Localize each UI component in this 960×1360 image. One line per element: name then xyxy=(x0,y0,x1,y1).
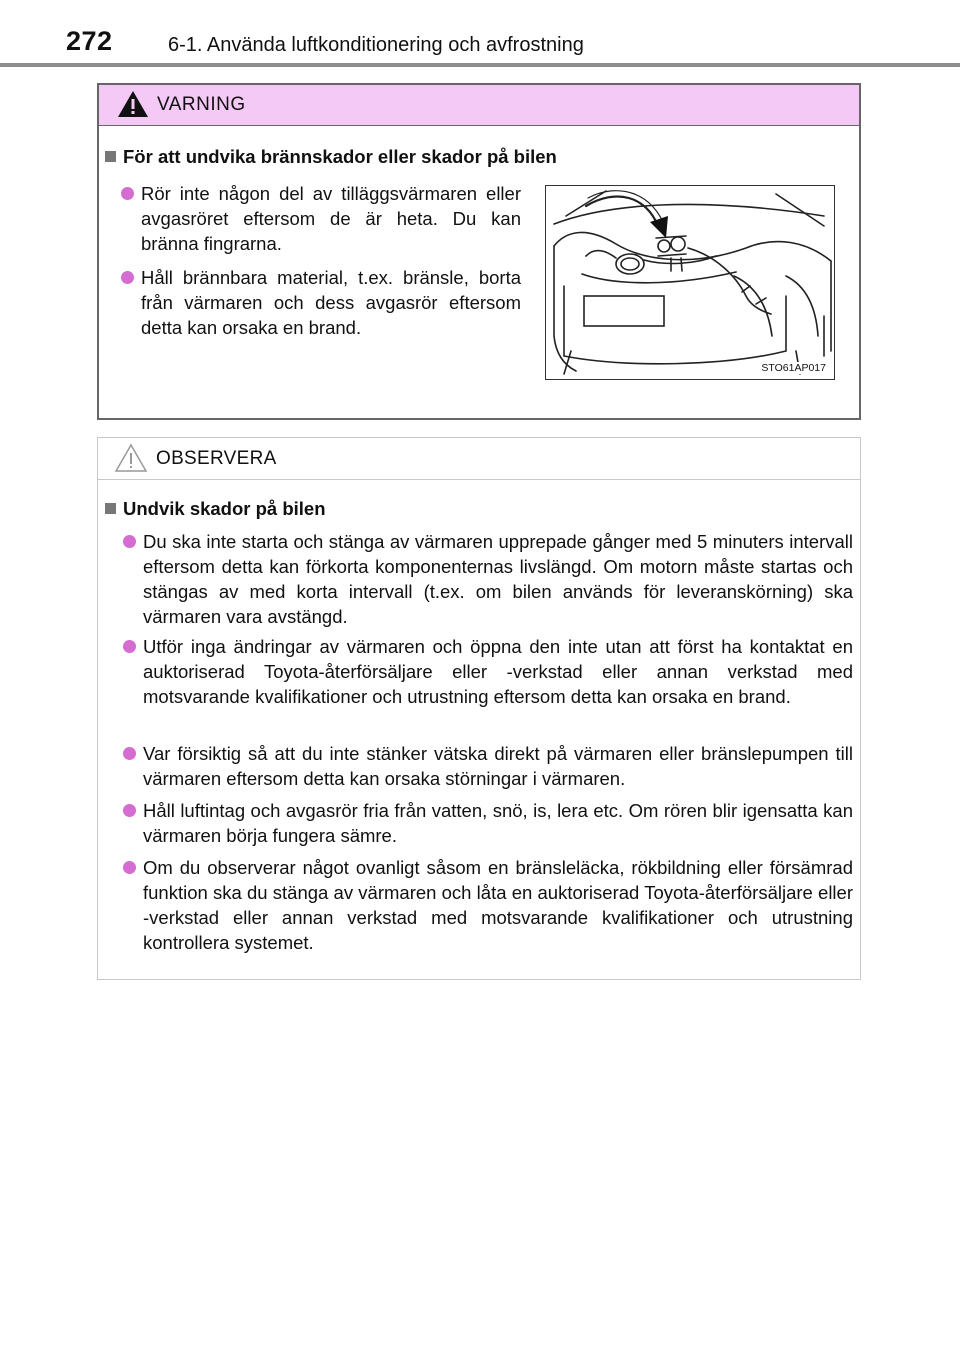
warning-header xyxy=(99,85,859,126)
bullet-dot-icon xyxy=(123,640,136,653)
header-rule xyxy=(0,63,960,67)
bullet-dot-icon xyxy=(121,187,134,200)
notice-bullet: Var försiktig så att du inte stänker vätska direkt på värmaren eller bränslepumpen till värmaren eftersom detta kan orsaka störningar i värmaren. xyxy=(143,741,853,791)
square-bullet-icon xyxy=(105,151,116,162)
illustration-code: STO61AP017 xyxy=(761,362,826,374)
warning-bullet: Håll brännbara material, t.ex. bränsle, borta från värmaren och dess avgasrör eftersom detta kan orsaka en brand. xyxy=(141,265,521,340)
bullet-dot-icon xyxy=(121,271,134,284)
warning-label: VARNING xyxy=(157,94,246,115)
notice-bullet: Utför inga ändringar av värmaren och öppna den inte utan att först ha kontaktat en auktoriserad Toyota-återförsäljare eller -verkstad eller annan verkstad med motsvarande kvalifikationer och utrustning eftersom detta kan orsaka en brand. xyxy=(143,634,853,709)
car-front-drawing xyxy=(546,186,834,379)
warning-bullet: Rör inte någon del av tilläggsvärmaren eller avgasröret eftersom de är heta. Du kan bränna fingrarna. xyxy=(141,181,521,256)
bullet-dot-icon xyxy=(123,747,136,760)
notice-subheading: Undvik skador på bilen xyxy=(105,498,326,520)
square-bullet-icon xyxy=(105,503,116,514)
section-title: 6-1. Använda luftkonditionering och avfrostning xyxy=(168,34,584,56)
bullet-dot-icon xyxy=(123,861,136,874)
notice-label: OBSERVERA xyxy=(156,448,277,469)
notice-header xyxy=(98,438,860,480)
caution-triangle-icon xyxy=(114,443,148,473)
bullet-dot-icon xyxy=(123,535,136,548)
heater-illustration xyxy=(545,185,835,380)
warning-triangle-icon xyxy=(117,90,149,118)
notice-bullet: Håll luftintag och avgasrör fria från vatten, snö, is, lera etc. Om rören blir igensatta kan värmaren börja fungera sämre. xyxy=(143,798,853,848)
page-number: 272 xyxy=(66,26,113,56)
warning-subheading: För att undvika brännskador eller skador på bilen xyxy=(105,146,557,168)
bullet-dot-icon xyxy=(123,804,136,817)
notice-bullet: Du ska inte starta och stänga av värmaren upprepade gånger med 5 minuters intervall eftersom detta kan förkorta komponenternas livslängd. Om motorn måste startas och stängas av med korta intervall (t.ex. om bilen används för leveranskörning) ska värmaren vara avstängd. xyxy=(143,529,853,629)
notice-bullet: Om du observerar något ovanligt såsom en bränsleläcka, rökbildning eller försämrad funktion ska du stänga av värmaren och låta en auktoriserad Toyota-återförsäljare eller -verkstad eller annan verkstad med motsvarande kvalifikationer och utrustning kontrollera systemet. xyxy=(143,855,853,955)
